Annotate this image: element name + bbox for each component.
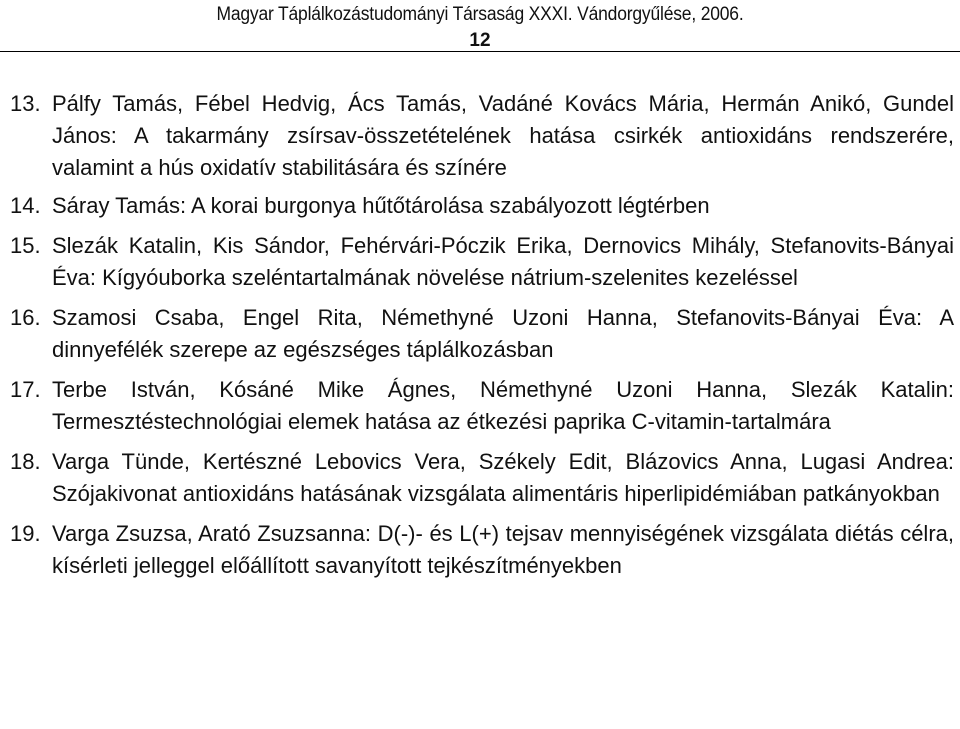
entry-text: Pálfy Tamás, Fébel Hedvig, Ács Tamás, Vadáné Kovács Mária, Hermán Anikó, Gundel János: A takarmány zsírsav-összetételének hatása csirkék antioxidáns rendszerére, valamint a hús oxidatív stabilitására és színére [52,91,954,180]
list-item-15 [10,230,954,294]
entry-text: Terbe István, Kósáné Mike Ágnes, Némethyné Uzoni Hanna, Slezák Katalin: Termesztéstechnológiai elemek hatása az étkezési paprika C-vitamin-tartalmára [52,377,954,434]
entry-number: 16. [10,305,41,330]
entry-number: 13. [10,91,41,116]
entry-text: Varga Tünde, Kertészné Lebovics Vera, Székely Edit, Blázovics Anna, Lugasi Andrea: Szójakivonat antioxidáns hatásának vizsgálata alimentáris hiperlipidémiában patkányokban [52,449,954,506]
entry-text: Slezák Katalin, Kis Sándor, Fehérvári-Póczik Erika, Dernovics Mihály, Stefanovits-Bányai Éva: Kígyóuborka szeléntartalmának növelése nátrium-szelenites kezeléssel [52,233,954,290]
list-item-17 [10,374,954,438]
list-item-16 [10,302,954,366]
entry-text: Szamosi Csaba, Engel Rita, Némethyné Uzoni Hanna, Stefanovits-Bányai Éva: A dinnyefélék szerepe az egészséges táplálkozásban [52,305,954,362]
entry-number: 18. [10,449,41,474]
entry-number: 17. [10,377,41,402]
entry-number: 15. [10,233,41,258]
header-divider [0,51,960,52]
entry-text: Varga Zsuzsa, Arató Zsuzsanna: D(-)- és L(+) tejsav mennyiségének vizsgálata diétás célra, kísérleti jelleggel előállított savanyított tejkészítményekben [52,521,954,578]
page-number: 12 [469,30,491,51]
entry-list [10,88,954,582]
header-title: Magyar Táplálkozástudományi Társaság XXXI. Vándorgyűlése, 2006. [216,4,744,25]
entry-text: Sáray Tamás: A korai burgonya hűtőtárolása szabályozott légtérben [52,193,710,218]
list-item-14 [10,190,954,222]
page-header [0,4,960,52]
list-item-19 [10,518,954,582]
entry-number: 14. [10,193,41,218]
list-item-18 [10,446,954,510]
list-item-13 [10,88,954,184]
entry-number: 19. [10,521,41,546]
